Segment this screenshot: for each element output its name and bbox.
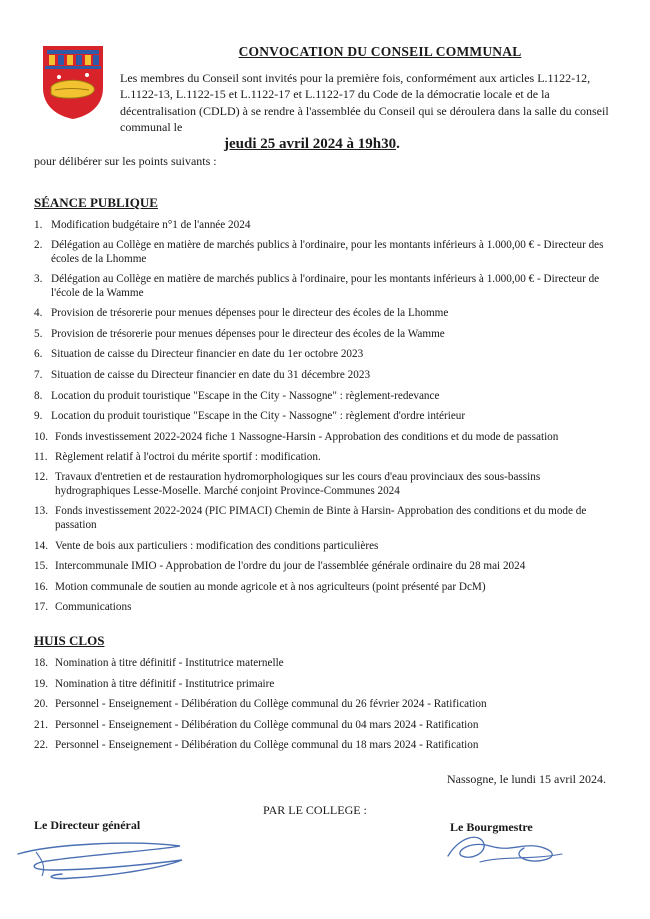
agenda-item-text: Situation de caisse du Directeur financier en date du 31 décembre 2023 [51,369,371,381]
agenda-item [34,677,604,691]
agenda-item-text: Fonds investissement 2022-2024 fiche 1 Nassogne-Harsin - Approbation des conditions et du mode de passation [55,431,559,443]
agenda-item-text: Provision de trésorerie pour menues dépenses pour le directeur des écoles de la Lhomme [51,307,449,319]
deliberate-line: pour délibérer sur les points suivants : [34,154,217,168]
agenda-item-text: Nomination à titre définitif - Institutrice primaire [55,678,275,690]
agenda-item-number: 3. [34,273,43,285]
agenda-item-number: 17. [34,601,48,613]
by-college-line: PAR LE COLLEGE : [263,803,367,817]
agenda-item-number: 19. [34,678,48,690]
agenda-item-text: Personnel - Enseignement - Délibération du Collège communal du 18 mars 2024 - Ratification [55,739,479,751]
closed-session-heading: HUIS CLOS [34,633,105,648]
agenda-item-number: 6. [34,348,43,360]
agenda-item [34,430,604,444]
agenda-item-text: Personnel - Enseignement - Délibération du Collège communal du 26 février 2024 - Ratification [55,698,487,710]
agenda-item [34,327,604,341]
agenda-item-number: 21. [34,719,48,731]
place-and-date: Nassogne, le lundi 15 avril 2024. [447,772,606,786]
agenda-item-number: 1. [34,219,43,231]
agenda-item [34,504,604,532]
agenda-item [34,389,604,403]
agenda-item [34,539,604,553]
meeting-date-text: jeudi 25 avril 2024 à 19h30 [224,136,397,152]
agenda-item-text: Nomination à titre définitif - Institutrice maternelle [55,657,284,669]
agenda-item-text: Location du produit touristique "Escape in the City - Nassogne" : règlement d'ordre intérieur [51,410,466,422]
agenda-item-number: 13. [34,505,48,517]
agenda-item-text: Communications [55,601,132,613]
agenda-item [34,718,604,732]
agenda-item [34,238,604,266]
agenda-item [34,272,604,300]
agenda-item [34,347,604,361]
mayor-title: Le Bourgmestre [450,820,533,834]
agenda-item [34,697,604,711]
document-title: CONVOCATION DU CONSEIL COMMUNAL [238,44,522,59]
agenda-item-text: Personnel - Enseignement - Délibération du Collège communal du 04 mars 2024 - Ratification [55,719,479,731]
agenda-item [34,306,604,320]
agenda-item-number: 8. [34,390,43,402]
agenda-item-number: 20. [34,698,48,710]
agenda-item [34,559,604,573]
agenda-item-number: 9. [34,410,43,422]
agenda-item-text: Règlement relatif à l'octroi du mérite sportif : modification. [55,451,321,463]
agenda-item-text: Motion communale de soutien au monde agricole et à nos agriculteurs (point présenté par DcM) [55,581,486,593]
agenda-item-number: 5. [34,328,43,340]
agenda-item-number: 7. [34,369,43,381]
agenda-item-number: 10. [34,431,48,443]
agenda-item [34,600,604,614]
agenda-item-number: 2. [34,239,43,251]
meeting-date-suffix: . [396,136,400,152]
agenda-item-number: 16. [34,581,48,593]
meeting-date [224,136,400,153]
agenda-item-number: 4. [34,307,43,319]
agenda-item [34,450,604,464]
agenda-item-text: Délégation au Collège en matière de marchés publics à l'ordinaire, pour les montants inférieurs à 1.000,00 € - Directeur des écoles de la Lhomme [51,239,604,265]
agenda-item-number: 12. [34,471,48,483]
agenda-item-text: Travaux d'entretien et de restauration hydromorphologiques sur les cours d'eau provinciaux des sous-bassins hydrographiques Lesse-Moselle. Marché conjoint Province-Communes 2024 [55,471,541,497]
director-general-title: Le Directeur général [34,818,141,832]
agenda-item-number: 22. [34,739,48,751]
agenda-item [34,409,604,423]
intro-paragraph: Les membres du Conseil sont invités pour la première fois, conformément aux articles L.1122-12, L.1122-13, L.1122-15 et L.1122-17 et L.1122-17 du Code de la démocratie locale et de la décentralisation (CDLD) à se rendre à l'assemblée du Conseil qui se déroulera dans la salle du conseil communal le [120,71,609,134]
agenda-item [34,738,604,752]
agenda-item-text: Situation de caisse du Directeur financier en date du 1er octobre 2023 [51,348,364,360]
mayor-signature-icon [440,826,570,870]
agenda-item [34,656,604,670]
agenda-item-text: Modification budgétaire n°1 de l'année 2024 [51,219,251,231]
agenda-item [34,368,604,382]
agenda-item [34,580,604,594]
agenda-item-number: 15. [34,560,48,572]
director-signature-icon [12,830,192,890]
agenda-item-number: 18. [34,657,48,669]
agenda-item-text: Location du produit touristique "Escape in the City - Nassogne" : règlement-redevance [51,390,440,402]
agenda-item-number: 14. [34,540,48,552]
agenda-item [34,470,604,498]
agenda-item-text: Intercommunale IMIO - Approbation de l'ordre du jour de l'assemblée générale ordinaire du 28 mai 2024 [55,560,526,572]
public-session-heading: SÉANCE PUBLIQUE [34,195,158,210]
agenda-item [34,218,604,232]
agenda-item-text: Provision de trésorerie pour menues dépenses pour le directeur des écoles de la Wamme [51,328,445,340]
agenda-item-text: Délégation au Collège en matière de marchés publics à l'ordinaire, pour les montants inférieurs à 1.000,00 € - Directeur de l'école de la Wamme [51,273,600,299]
agenda-item-text: Fonds investissement 2022-2024 (PIC PIMACI) Chemin de Binte à Harsin- Approbation des conditions et du mode de passation [55,505,587,531]
agenda-item-text: Vente de bois aux particuliers : modification des conditions particulières [55,540,379,552]
agenda-item-number: 11. [34,451,48,463]
